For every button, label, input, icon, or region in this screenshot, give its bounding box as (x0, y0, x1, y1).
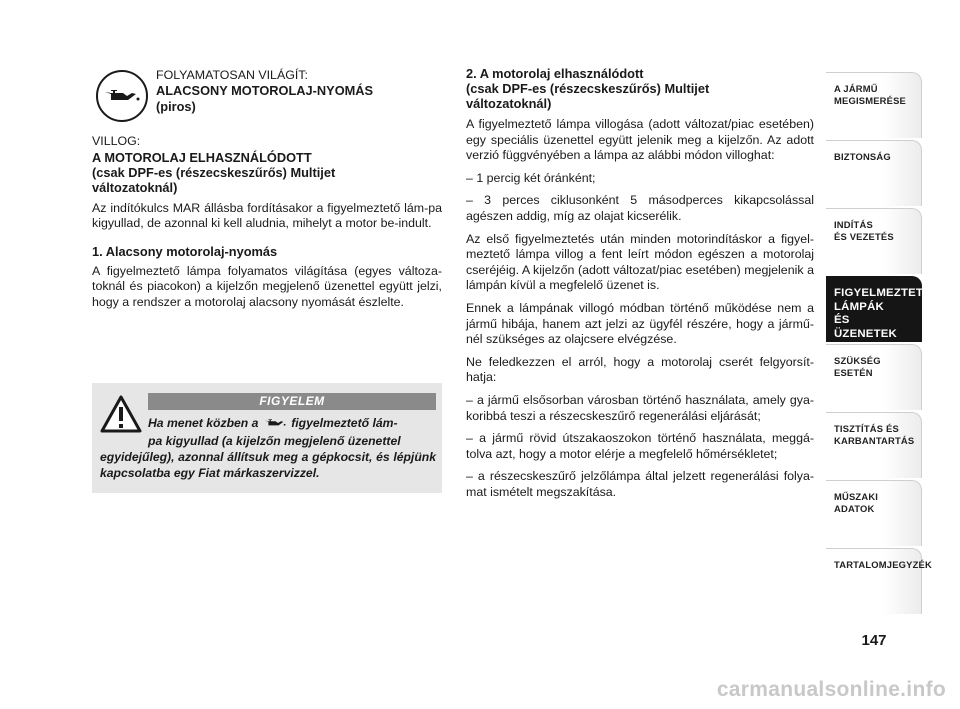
tab-label: SZÜKSÉG (834, 355, 881, 366)
warning-text-a: Ha menet közben a (148, 416, 259, 430)
tab-label: LÁMPÁK (834, 300, 884, 313)
oil-title: ALACSONY MOTOROLAJ-NYOMÁS (156, 83, 374, 98)
right-heading-2: (csak DPF-es (részecskeszűrős) Multijet (466, 81, 710, 96)
warning-box (92, 383, 442, 493)
tab-label: KARBANTARTÁS (834, 435, 915, 446)
page-number: 147 (861, 632, 887, 649)
right-paragraph-2: – 1 percig két óránként; (466, 170, 596, 185)
right-paragraph-5: Ennek a lámpának villogó módban történő működése nem a jármű hibája, hanem azt jelzi az ügyfél részére, hogy a jármű-nél szükséges az olajcsere elvégzése. (466, 300, 814, 347)
chapter-sidebar (826, 72, 933, 616)
tab-warning-lights[interactable] (826, 276, 933, 342)
tab-maintenance[interactable] (826, 412, 922, 478)
right-paragraph-1: A figyelmeztető lámpa villogása (adott változat/piac esetében) egy speciális üzenettel együtt jelenik meg a kijelzőn. Az adott verzió függvényében a lámpa az alábbi módon villoghat: (466, 117, 814, 163)
oil-color: (piros) (156, 99, 196, 114)
warning-text (100, 415, 436, 481)
low-pressure-heading: 1. Alacsony motorolaj-nyomás (92, 243, 278, 259)
tab-label: MŰSZAKI (834, 491, 879, 502)
right-paragraph-9: – a részecskeszűrő jelzőlámpa által jelzett regenerálási folya-mat ismételt megszakítása. (466, 469, 814, 499)
low-pressure-paragraph: A figyelmeztető lámpa folyamatos világítása (egyes változa-toknál és piacokon) a kijelzőn megjelenő üzenettel együtt jelzi, hogy a rendszer a motorolaj alacsony nyomását észlelte. (92, 263, 442, 309)
right-paragraph-7: – a jármű elsősorban városban történő használata, amely gya-koribbá teszi a részecskeszűrő regenerálási eljárását; (466, 392, 814, 423)
tab-label: MEGISMERÉSE (834, 95, 907, 106)
oil-worn-heading-3: változatoknál) (92, 179, 178, 195)
warning-label: FIGYELEM (148, 393, 436, 410)
tab-label: TARTALOMJEGYZÉK (834, 559, 932, 570)
tab-technical-data[interactable] (826, 480, 922, 546)
ignition-paragraph: Az indítókulcs MAR állásba fordításakor a figyelmeztető lám-pa kigyullad, de azonnal ki kell aludnia, mihelyt a motor be-indult. (92, 200, 442, 231)
warning-text-c: pa kigyullad (a kijelzőn megjelenő üzenettel (148, 434, 401, 448)
tab-safety[interactable] (826, 140, 922, 206)
footer-watermark: carmanualsonline.info (716, 678, 946, 701)
oil-can-icon (96, 70, 148, 122)
tab-starting-driving[interactable] (826, 208, 922, 274)
tab-label: A JÁRMŰ (834, 83, 878, 94)
tab-label: ESETÉN (834, 367, 873, 378)
oil-pressure-text (156, 67, 373, 115)
warning-text-b: figyelmeztető lám- (291, 416, 398, 430)
tab-label: TISZTÍTÁS ÉS (834, 423, 899, 434)
right-column (466, 66, 814, 507)
tab-vehicle-overview[interactable] (826, 72, 922, 138)
right-paragraph-3: – 3 perces ciklusonként 5 másodperces kikapcsolással agészen addig, míg az olajat kicserélik. (466, 193, 814, 223)
tab-label: INDÍTÁS (834, 219, 873, 230)
oil-label: FOLYAMATOSAN VILÁGÍT: (156, 68, 308, 82)
tab-label: ÉS VEZETÉS (834, 231, 894, 242)
right-paragraph-6: Ne feledkezzen el arról, hogy a motorolaj cserét felgyorsít-hatja: (466, 354, 814, 385)
right-paragraph-4: Az első figyelmeztetés után minden motorindításkor a figyel-meztető lámpa villog a fent leírt módon egészen a motorolaj cseréjéig. A kijelzőn (adott változat/piac esetében) megjelenik a lámpán kívül a megfelelő üzenet is. (466, 231, 814, 293)
tab-label: BIZTONSÁG (834, 151, 891, 162)
oil-can-icon-inline (262, 417, 288, 433)
left-column (92, 62, 442, 318)
tab-label: FIGYELMEZTETŐ (834, 287, 933, 299)
tab-label: ÉS ÜZENETEK (834, 314, 897, 340)
villog-label: VILLOG: (92, 134, 141, 148)
right-paragraph-8: – a jármű rövid útszakaoszokon történő használata, meggá-tolva azt, hogy a motor elérje a megfelelő hőmérsékletet; (466, 431, 814, 461)
oil-worn-heading-2: (csak DPF-es (részecskeszűrős) Multijet (92, 164, 336, 180)
warning-text-d: egyidejűleg), azonnal állítsuk meg a gépkocsit, és lépjünk kapcsolatba egy Fiat márkaszervizzel. (100, 450, 436, 480)
right-heading-3: változatoknál) (466, 96, 552, 111)
oil-worn-heading-1: A MOTOROLAJ ELHASZNÁLÓDOTT (92, 149, 312, 165)
tab-index[interactable] (826, 548, 932, 614)
tab-emergency[interactable] (826, 344, 922, 410)
tab-label: ADATOK (834, 503, 875, 514)
oil-pressure-row (92, 62, 442, 128)
right-heading-1: 2. A motorolaj elhasználódott (466, 66, 644, 81)
